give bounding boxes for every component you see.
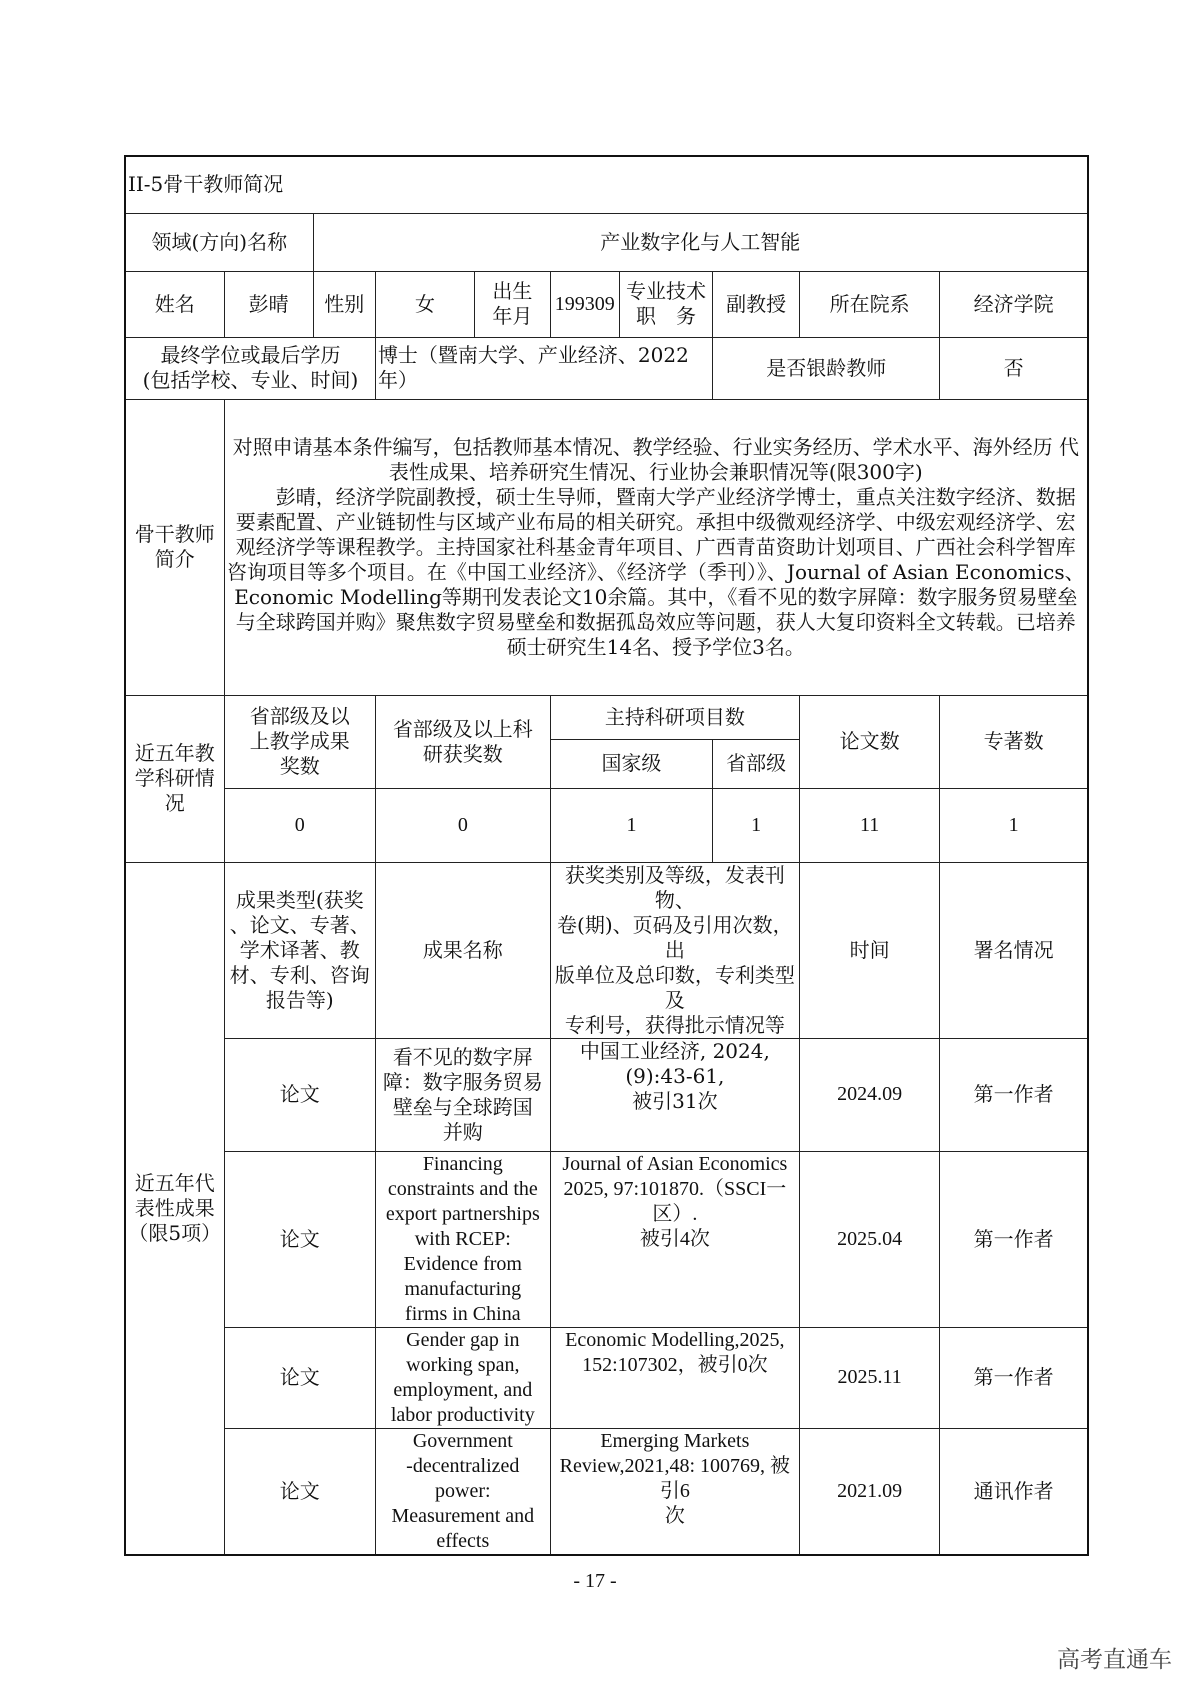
- teaching-award-value: 0: [224, 788, 375, 862]
- name-header: 成果名称: [375, 862, 550, 1038]
- time-header: 时间: [800, 862, 940, 1038]
- row-3-time: 2025.11: [800, 1327, 940, 1428]
- row-4-time: 2021.09: [800, 1428, 940, 1555]
- college-value: 经济学院: [940, 271, 1088, 337]
- teaching-award-label: 省部级及以 上教学成果 奖数: [224, 695, 375, 788]
- intro-content: [224, 399, 1088, 695]
- row-3-author: 第一作者: [940, 1327, 1088, 1428]
- research-award-label: 省部级及以上科 研获奖数: [375, 695, 550, 788]
- papers-value: 11: [800, 788, 940, 862]
- intro-body: 彭晴，经济学院副教授，硕士生导师，暨南大学产业经济学博士，重点关注数字经济、数据要素配置、产业链韧性与区域产业布局的相关研究。承担中级微观经济学、中级宏观经济学、宏观经济学等课程教学。主持国家社科基金青年项目、广西青苗资助计划项目、广西社会科学智库咨询项目等多个项目。在《中国工业经济》、《经济学（季刊）》、Journal of Asian Economics、Economic Modelling等期刊发表论文10余篇。其中，《看不见的数字屏障：数字服务贸易壁垒与全球跨国并购》聚焦数字贸易壁垒和数据孤岛效应等问题，获人大复印资料全文转载。已培养硕士研究生14名、授予学位3名。: [226, 484, 1085, 659]
- research-award-value: 0: [375, 788, 550, 862]
- title-value: 副教授: [713, 271, 800, 337]
- national-label: 国家级: [550, 739, 713, 788]
- row-2-type: 论文: [224, 1151, 375, 1327]
- birth-label: 出生 年月: [475, 271, 551, 337]
- row-2-detail: Journal of Asian Economics 2025, 97:101870.（SSCI一区）. 被引4次: [550, 1151, 799, 1327]
- achievements-label: 近五年代 表性成果 （限5项）: [125, 862, 224, 1555]
- field-value: 产业数字化与人工智能: [313, 213, 1088, 271]
- title-label: 专业技术 职 务: [619, 271, 713, 337]
- row-4-type: 论文: [224, 1428, 375, 1555]
- teacher-profile-form: [124, 155, 1089, 1556]
- row-4-name: Government -decentralized power: Measurement and effects: [375, 1428, 550, 1555]
- row-1-name: 看不见的数字屏 障：数字服务贸易 壁垒与全球跨国 并购: [375, 1038, 550, 1151]
- row-3-name: Gender gap in working span, employment, and labor productivity: [375, 1327, 550, 1428]
- books-value: 1: [940, 788, 1088, 862]
- silver-label: 是否银龄教师: [713, 337, 940, 399]
- projects-label: 主持科研项目数: [550, 695, 799, 739]
- intro-instruction: 对照申请基本条件编写，包括教师基本情况、教学经验、行业实务经历、学术水平、海外经历 代表性成果、培养研究生情况、行业协会兼职情况等(限300字): [232, 434, 1079, 484]
- row-1-time: 2024.09: [800, 1038, 940, 1151]
- gender-label: 性别: [313, 271, 375, 337]
- row-4-author: 通讯作者: [940, 1428, 1088, 1555]
- row-2-author: 第一作者: [940, 1151, 1088, 1327]
- degree-label: 最终学位或最后学历 (包括学校、专业、时间): [125, 337, 375, 399]
- row-2-name: Financing constraints and the export partnerships with RCEP: Evidence from manufacturing firms in China: [375, 1151, 550, 1327]
- section-title: [125, 156, 1088, 213]
- provincial-label: 省部级: [713, 739, 800, 788]
- name-value: 彭晴: [224, 271, 313, 337]
- row-3-type: 论文: [224, 1327, 375, 1428]
- row-1-author: 第一作者: [940, 1038, 1088, 1151]
- row-1-type: 论文: [224, 1038, 375, 1151]
- intro-label: 骨干教师 简介: [125, 399, 224, 695]
- birth-value: 199309: [550, 271, 619, 337]
- national-value: 1: [550, 788, 713, 862]
- section-title-text: II-5骨干教师简况: [128, 172, 284, 197]
- degree-value: 博士（暨南大学、产业经济、2022年）: [375, 337, 712, 399]
- detail-header: 获奖类别及等级，发表刊物、 卷(期)、页码及引用次数，出 版单位及总印数，专利类型及 专利号，获得批示情况等: [550, 862, 799, 1038]
- row-4-detail: Emerging Markets Review,2021,48: 100769, 被引6 次: [550, 1428, 799, 1555]
- provincial-value: 1: [713, 788, 800, 862]
- row-2-time: 2025.04: [800, 1151, 940, 1327]
- name-label: 姓名: [125, 271, 224, 337]
- row-3-detail: Economic Modelling,2025, 152:107302，被引0次: [550, 1327, 799, 1428]
- silver-value: 否: [940, 337, 1088, 399]
- stats-label: 近五年教 学科研情 况: [125, 695, 224, 862]
- papers-label: 论文数: [800, 695, 940, 788]
- books-label: 专著数: [940, 695, 1088, 788]
- watermark-text: 高考直通车: [1057, 1647, 1172, 1673]
- college-label: 所在院系: [800, 271, 940, 337]
- field-label: 领域(方向)名称: [125, 213, 313, 271]
- row-1-detail: 中国工业经济, 2024,(9):43-61, 被引31次: [550, 1038, 799, 1151]
- type-header: 成果类型(获奖 、论文、专著、 学术译著、教 材、专利、咨询 报告等): [224, 862, 375, 1038]
- gender-value: 女: [375, 271, 474, 337]
- page-number: - 17 -: [573, 1570, 617, 1592]
- author-header: 署名情况: [940, 862, 1088, 1038]
